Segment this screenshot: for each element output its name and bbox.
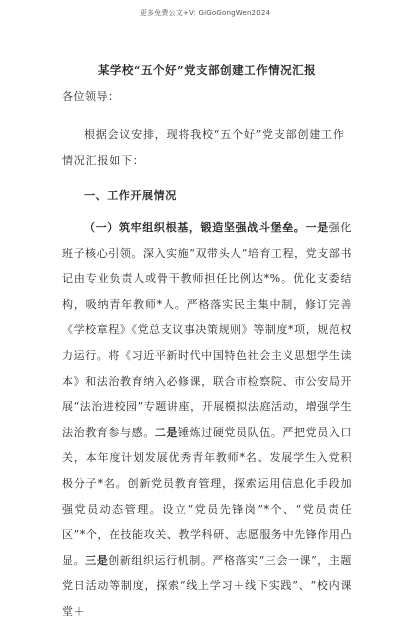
point-text-3: 创新组织运行机制。严格落实“三会一课”，主题党日活动等制度，探索“线上学习＋线下实践”、“校内课堂＋ xyxy=(62,553,352,618)
point-text-1: 强化班子核心引领。深入实施“双带头人”培育工程，党支部书记由专业负责人或骨干教师担任比例达*%。优化支委结构，吸纳青年教师*人。严格落实民主集中制，修订完善《学校章程》《党总支议事决策规则》等制度*项，规范权力运行。将《习近平新时代中国特色社会主义思想学生读本》和法治教育纳入必修课，联合市检察院、市公安局开展“法治进校园”专题讲座，开展模拟法庭活动，增强学生法治教育参与感。 xyxy=(62,221,352,439)
point-marker-1: 一是 xyxy=(305,221,329,234)
paragraph-subheading: （一）筑牢组织根基，锻造坚强战斗堡垒。 xyxy=(84,221,306,234)
intro-paragraph: 根据会议安排，现将我校“五个好”党支部创建工作情况汇报如下： xyxy=(62,128,345,167)
point-text-2: 锤炼过硬党员队伍。严把党员入口关，本年度计划发展优秀青年教师*名、发展学生入党积极分子*名。创新党员教育管理，探索运用信息化手段加强党员动态管理。设立“党员先锋岗”*个、“党员责任区”*个，在技能攻关、教学科研、志愿服务中先锋作用凸显。 xyxy=(62,425,352,567)
salutation: 各位领导： xyxy=(62,90,120,103)
point-marker-3: 三是 xyxy=(85,553,109,567)
section-heading: 一、工作开展情况 xyxy=(84,189,177,202)
document-title: 某学校“五个好”党支部创建工作情况汇报 xyxy=(97,63,317,77)
watermark: 更多免费公文+V: GiGoGongWen2024 xyxy=(139,9,271,17)
body-paragraph xyxy=(62,215,352,625)
point-marker-2: 二是 xyxy=(154,425,179,439)
document-page xyxy=(62,62,352,625)
